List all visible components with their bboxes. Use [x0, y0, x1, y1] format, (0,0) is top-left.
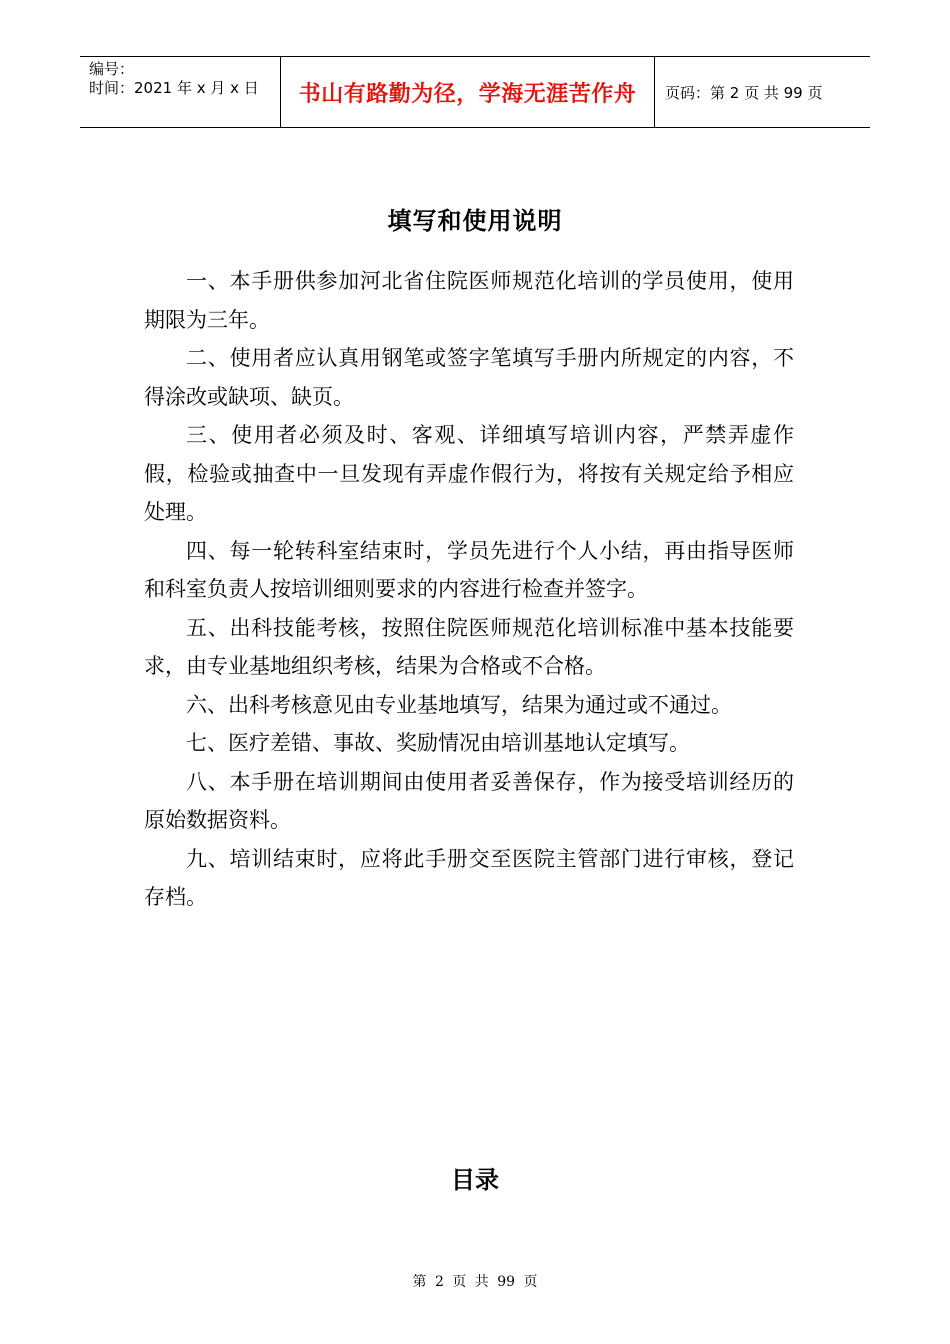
instruction-paragraph: 八、本手册在培训期间由使用者妥善保存，作为接受培训经历的原始数据资料。	[144, 769, 794, 832]
instruction-paragraph: 一、本手册供参加河北省住院医师规范化培训的学员使用，使用期限为三年。	[144, 269, 794, 332]
header-page-number: 页码：第 2 页 共 99 页	[665, 83, 823, 102]
instruction-paragraph: 六、出科考核意见由专业基地填写，结果为通过或不通过。	[186, 692, 732, 717]
toc-heading: 目录	[451, 1166, 499, 1194]
document-number-label: 编号：	[89, 60, 135, 78]
instruction-paragraph: 二、使用者应认真用钢笔或签字笔填写手册内所规定的内容，不得涂改或缺项、缺页。	[144, 346, 794, 409]
instruction-paragraph: 三、使用者必须及时、客观、详细填写培训内容，严禁弄虚作假，检验或抽查中一旦发现有弄虚作假行为，将按有关规定给予相应处理。	[144, 423, 794, 524]
header-motto: 书山有路勤为径，学海无涯苦作舟	[281, 57, 655, 127]
page-footer: 第 2 页 共 99 页	[412, 1274, 538, 1290]
instruction-paragraph: 九、培训结束时，应将此手册交至医院主管部门进行审核，登记存档。	[144, 846, 794, 909]
page-title: 填写和使用说明	[387, 207, 563, 235]
instructions-body	[144, 262, 794, 917]
header-meta-cell	[80, 57, 281, 127]
page-header	[80, 56, 870, 128]
document-date-label: 时间：2021 年 x 月 x 日	[89, 79, 259, 97]
instruction-paragraph: 七、医疗差错、事故、奖励情况由培训基地认定填写。	[186, 731, 690, 755]
instruction-paragraph: 四、每一轮转科室结束时，学员先进行个人小结，再由指导医师和科室负责人按培训细则要求的内容进行检查并签字。	[144, 538, 794, 601]
instruction-paragraph: 五、出科技能考核，按照住院医师规范化培训标准中基本技能要求，由专业基地组织考核，结果为合格或不合格。	[144, 615, 794, 678]
